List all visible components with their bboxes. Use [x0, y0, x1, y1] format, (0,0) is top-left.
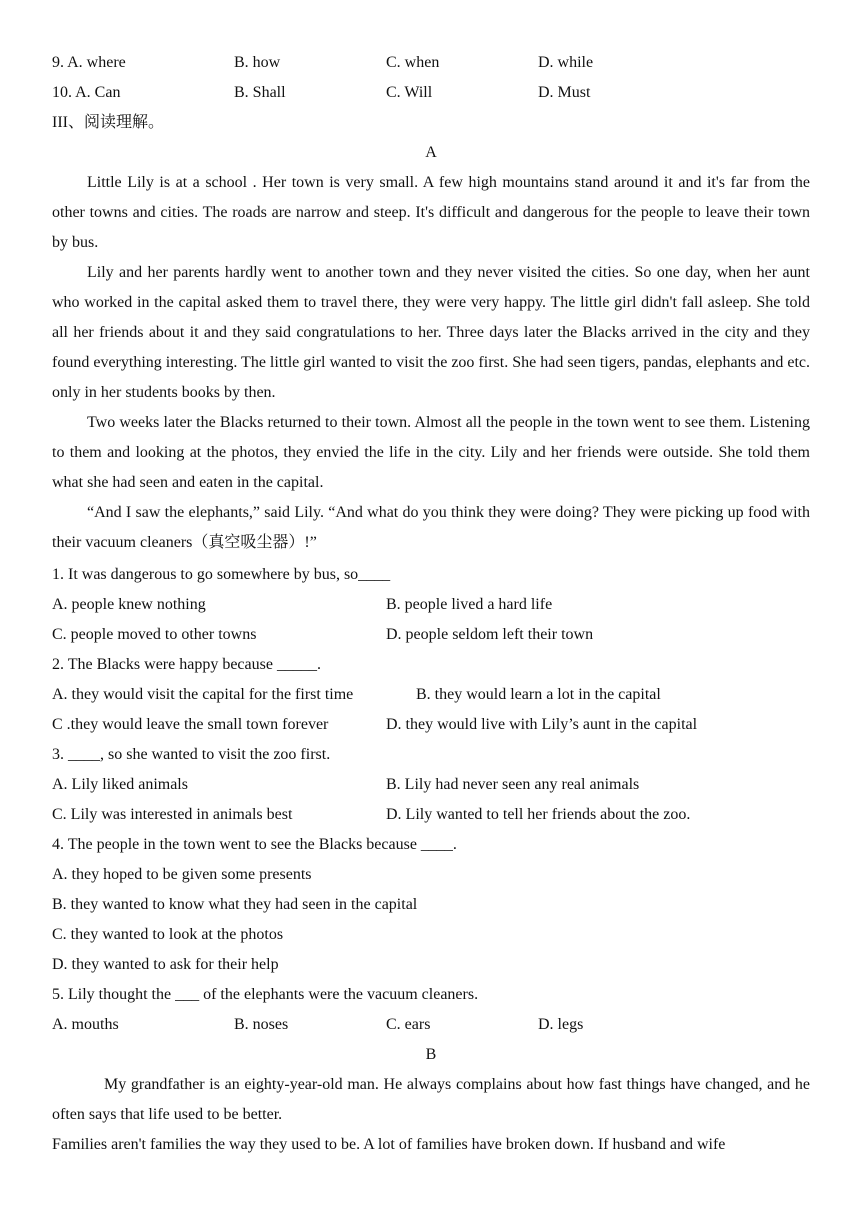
option-text: B. how [234, 54, 281, 71]
option-text: 10. A. Can [52, 84, 121, 101]
question-stem-4: 4. The people in the town went to see the Blacks because ____. [52, 836, 457, 853]
option-text: C. when [386, 54, 440, 71]
passage-b-paragraph-1: My grandfather is an eighty-year-old man. He always complains about how fast things have changed, and he often says that life used to be better. [52, 1076, 810, 1123]
passage-a-paragraph-3: Two weeks later the Blacks returned to their town. Almost all the people in the town went to see them. Listening to them and looking at the photos, they envied the life in the city. Lily and her friends were outside. She told them what she had seen and eaten in the capital. [52, 414, 810, 491]
option-text: D. Must [538, 84, 591, 101]
document-page [52, 48, 810, 1160]
option-d: D. they wanted to ask for their help [52, 956, 279, 973]
option-row [52, 800, 810, 830]
passage-a-label: A [425, 144, 437, 161]
option-text: C. Will [386, 84, 433, 101]
option-text: B. Shall [234, 84, 286, 101]
option-c: C. Lily was interested in animals best [52, 806, 293, 823]
option-text: D. while [538, 54, 594, 71]
option-row [52, 1010, 810, 1040]
option-b: B. Lily had never seen any real animals [386, 776, 640, 793]
passage-a-paragraph-1: Little Lily is at a school . Her town is very small. A few high mountains stand around it and it's far from the other towns and cities. The roads are narrow and steep. It's difficult and dangerous for the people to leave their town by bus. [52, 174, 810, 251]
option-b: B. people lived a hard life [386, 596, 553, 613]
option-c: C. they wanted to look at the photos [52, 926, 284, 943]
passage-b-label: B [425, 1046, 437, 1063]
option-b: B. they wanted to know what they had seen in the capital [52, 896, 418, 913]
option-a: A. mouths [52, 1016, 119, 1033]
option-a: A. they would visit the capital for the first time [52, 686, 354, 703]
question-stem-2: 2. The Blacks were happy because _____. [52, 656, 321, 673]
question-stem-5: 5. Lily thought the ___ of the elephants were the vacuum cleaners. [52, 986, 479, 1003]
option-row [52, 710, 810, 740]
question-stem-1: 1. It was dangerous to go somewhere by bus, so____ [52, 566, 391, 583]
option-row-q9 [52, 48, 810, 78]
option-d: D. Lily wanted to tell her friends about the zoo. [386, 806, 691, 823]
option-d: D. people seldom left their town [386, 626, 594, 643]
option-d: D. legs [538, 1016, 584, 1033]
option-c: C. people moved to other towns [52, 626, 257, 643]
option-b: B. they would learn a lot in the capital [416, 686, 661, 703]
option-c: C. ears [386, 1016, 431, 1033]
option-a: A. Lily liked animals [52, 776, 188, 793]
passage-a-paragraph-4: “And I saw the elephants,” said Lily. “And what do you think they were doing? They were picking up food with their vacuum cleaners（真空吸尘器）!” [52, 504, 810, 551]
option-text: 9. A. where [52, 54, 126, 71]
option-row [52, 680, 810, 710]
option-row [52, 590, 810, 620]
option-c: C .they would leave the small town forever [52, 716, 329, 733]
question-stem-3: 3. ____, so she wanted to visit the zoo first. [52, 746, 331, 763]
option-d: D. they would live with Lily’s aunt in the capital [386, 716, 698, 733]
passage-b-paragraph-2: Families aren't families the way they used to be. A lot of families have broken down. If husband and wife [52, 1136, 726, 1153]
option-row [52, 620, 810, 650]
passage-a-paragraph-2: Lily and her parents hardly went to another town and they never visited the cities. So one day, when her aunt who worked in the capital asked them to travel there, they were very happy. The little girl didn't fall asleep. She told all her friends about it and they said congratulations to her. Three days later the Blacks arrived in the city and they found everything interesting. The little girl wanted to visit the zoo first. She had seen tigers, pandas, elephants and etc. only in her students books by then. [52, 264, 810, 401]
option-a: A. they hoped to be given some presents [52, 866, 312, 883]
option-b: B. noses [234, 1016, 289, 1033]
option-row-q10 [52, 78, 810, 108]
section-title: III、阅读理解。 [52, 114, 164, 131]
option-row [52, 770, 810, 800]
option-a: A. people knew nothing [52, 596, 206, 613]
